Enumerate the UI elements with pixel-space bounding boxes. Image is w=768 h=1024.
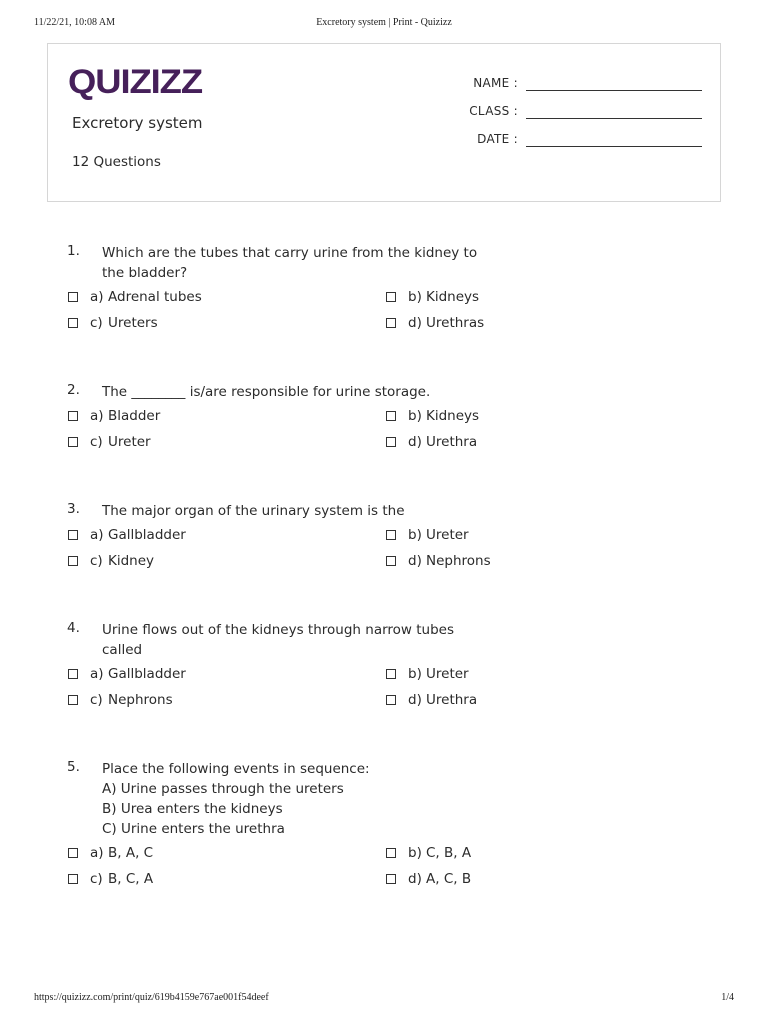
question-number: 3. [67,501,80,517]
checkbox-icon[interactable] [386,874,396,884]
question-text-line: the bladder? [102,265,188,281]
print-header [34,17,734,31]
option-letter: c) [90,434,103,450]
option-text: A, C, B [426,871,472,887]
option-text: Ureters [108,315,158,331]
option-letter: a) [90,845,104,861]
question-text-line: Urine flows out of the kidneys through narrow tubes [102,622,455,638]
option-letter: b) [408,289,422,305]
print-page-number: 1/4 [721,992,734,1003]
checkbox-icon[interactable] [68,848,78,858]
option-text: Urethra [426,692,478,708]
option-text: Ureter [426,527,469,543]
option-letter: d) [408,553,422,569]
question-text-line: Place the following events in sequence: [102,761,370,777]
option-letter: d) [408,434,422,450]
class-label: CLASS : [469,104,518,118]
option-letter: b) [408,527,422,543]
question-text-line: C) Urine enters the urethra [102,821,285,837]
print-url: https://quizizz.com/print/quiz/619b4159e767ae001f54deef [34,992,269,1003]
option-letter: b) [408,666,422,682]
quiz-header-card [47,43,721,202]
option-text: Gallbladder [108,527,186,543]
option-text: C, B, A [426,845,472,861]
option-text: B, C, A [108,871,154,887]
question-text [102,382,492,402]
question-text [102,759,492,839]
question-text-line: The major organ of the urinary system is the [102,503,405,519]
option-text: Bladder [108,408,161,424]
checkbox-icon[interactable] [68,530,78,540]
checkbox-icon[interactable] [386,669,396,679]
print-datetime: 11/22/21, 10:08 AM [34,17,116,28]
option-text: Ureter [108,434,151,450]
quiz-title: Excretory system [72,114,203,132]
option-letter: a) [90,527,104,543]
option-letter: b) [408,408,422,424]
option-letter: a) [90,289,104,305]
class-line[interactable] [526,118,702,119]
question-text-line: The ________ is/are responsible for urine storage. [102,384,431,400]
checkbox-icon[interactable] [386,695,396,705]
print-page-title: Excretory system | Print - Quizizz [316,17,452,28]
question-number: 2. [67,382,80,398]
option-letter: a) [90,408,104,424]
option-text: Adrenal tubes [108,289,202,305]
question-number: 5. [67,759,80,775]
name-label: NAME : [473,76,518,90]
option-text: Nephrons [426,553,491,569]
option-text: Ureter [426,666,469,682]
checkbox-icon[interactable] [68,669,78,679]
checkbox-icon[interactable] [386,848,396,858]
checkbox-icon[interactable] [68,695,78,705]
svg-text:QUIZIZZ: QUIZIZZ [68,63,203,101]
option-letter: c) [90,315,103,331]
option-text: Gallbladder [108,666,186,682]
question-text-line: Which are the tubes that carry urine from the kidney to [102,245,478,261]
checkbox-icon[interactable] [386,292,396,302]
option-text: Nephrons [108,692,173,708]
name-field [448,76,702,96]
option-letter: c) [90,692,103,708]
checkbox-icon[interactable] [386,411,396,421]
option-letter: d) [408,692,422,708]
class-field [448,104,702,124]
checkbox-icon[interactable] [386,318,396,328]
option-letter: d) [408,315,422,331]
question-text-line: A) Urine passes through the ureters [102,781,344,797]
option-letter: c) [90,871,103,887]
checkbox-icon[interactable] [68,292,78,302]
question-text-line: B) Urea enters the kidneys [102,801,283,817]
question-text [102,620,492,660]
checkbox-icon[interactable] [68,318,78,328]
date-line[interactable] [526,146,702,147]
checkbox-icon[interactable] [68,411,78,421]
checkbox-icon[interactable] [386,437,396,447]
print-footer [34,992,734,1006]
option-text: Urethras [426,315,485,331]
checkbox-icon[interactable] [386,556,396,566]
name-line[interactable] [526,90,702,91]
checkbox-icon[interactable] [68,874,78,884]
question-text [102,243,492,283]
option-letter: b) [408,845,422,861]
checkbox-icon[interactable] [68,437,78,447]
option-text: Kidney [108,553,155,569]
date-field [448,132,702,152]
option-text: Urethra [426,434,478,450]
option-letter: c) [90,553,103,569]
question-text-line: called [102,642,143,658]
question-number: 4. [67,620,80,636]
option-text: Kidneys [426,289,480,305]
checkbox-icon[interactable] [68,556,78,566]
option-text: Kidneys [426,408,480,424]
date-label: DATE : [477,132,518,146]
checkbox-icon[interactable] [386,530,396,540]
quizizz-logo [68,63,208,105]
option-text: B, A, C [108,845,154,861]
option-letter: d) [408,871,422,887]
option-letter: a) [90,666,104,682]
question-text [102,501,492,521]
question-count: 12 Questions [72,154,161,170]
question-number: 1. [67,243,80,259]
